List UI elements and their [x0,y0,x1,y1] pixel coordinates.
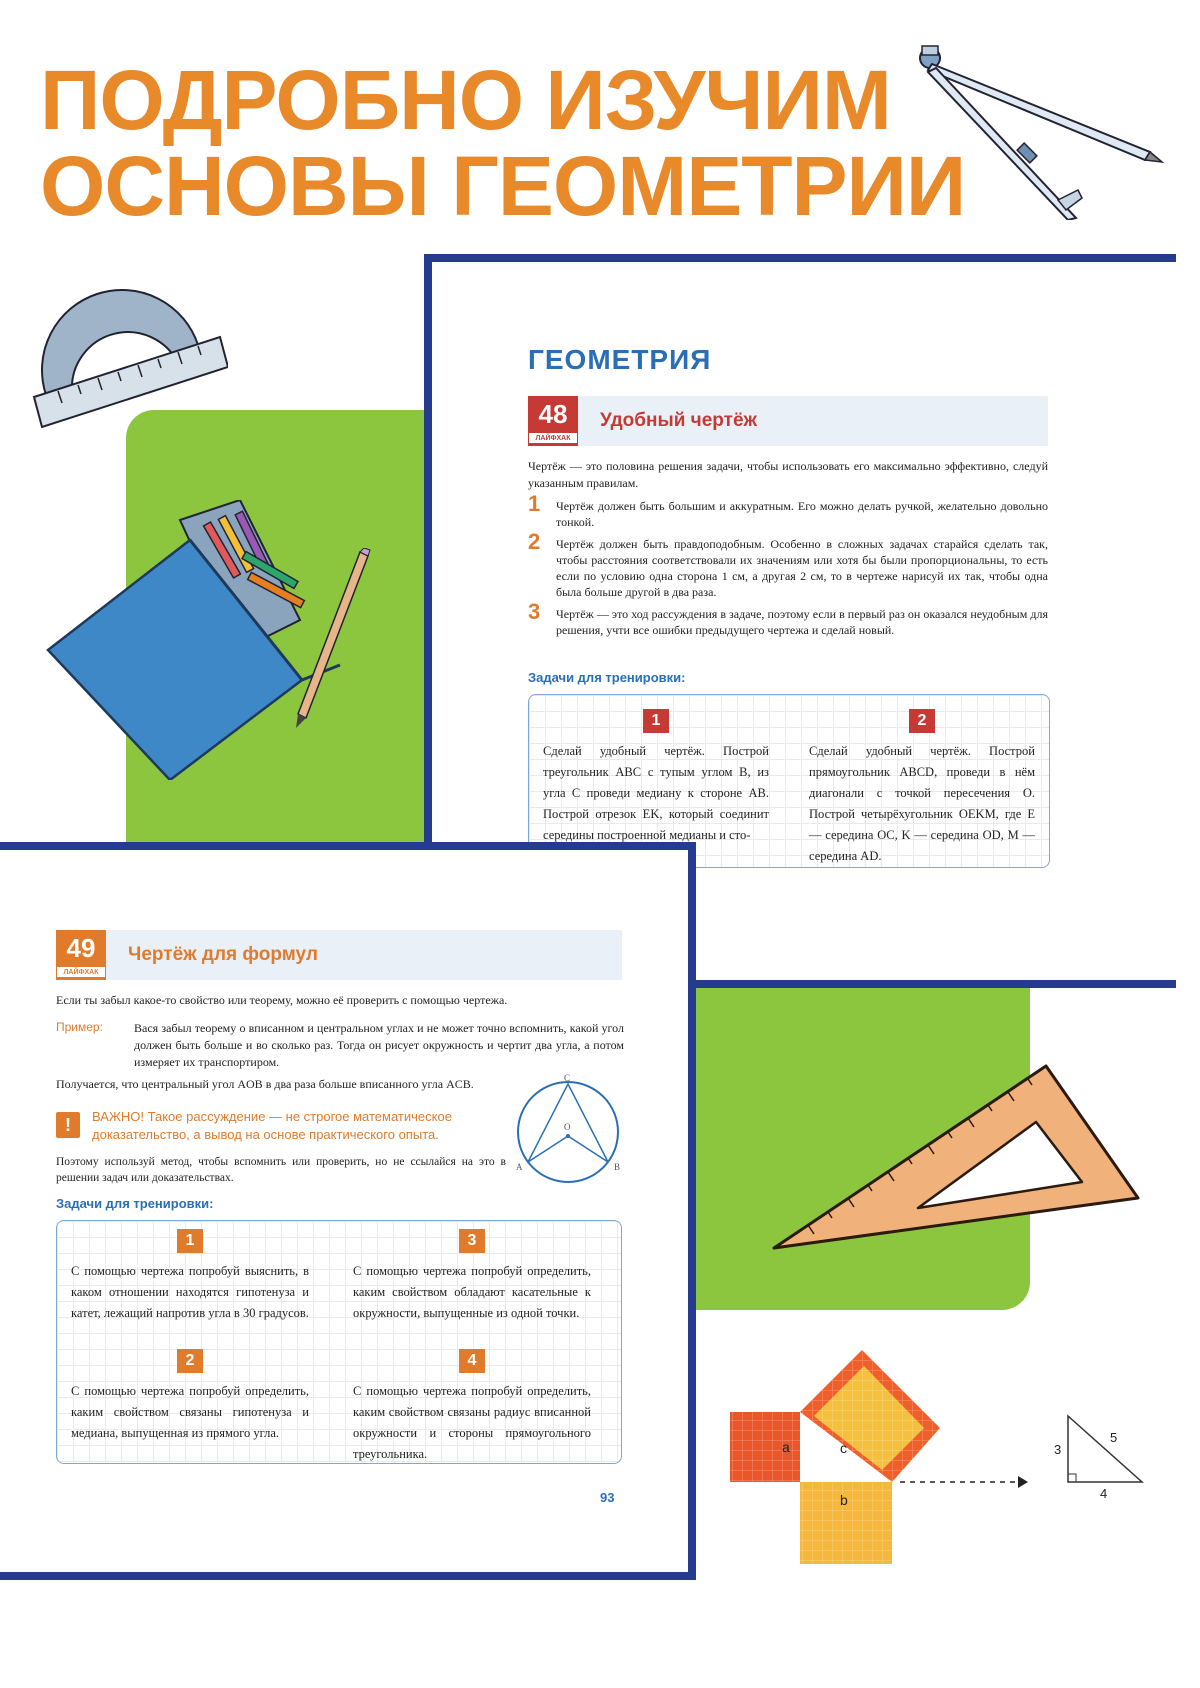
circle-label-b: B [614,1162,621,1172]
pythagoras-diagram [722,1330,1032,1570]
rule-number: 1 [528,491,541,516]
triangle-side-5: 5 [1110,1430,1118,1445]
set-square-icon [768,1058,1148,1258]
task-number: 4 [459,1349,485,1373]
lifehack-badge-49 [56,930,106,980]
rule-3 [528,599,1048,638]
task-2 [809,709,1035,867]
headline-line-1: ПОДРОБНО ИЗУЧИМ [40,53,891,147]
rule-2 [528,529,1048,600]
warning-icon: ! [56,1112,80,1138]
compass-icon [900,40,1170,220]
warning-text: ВАЖНО! Такое рассуждение — не строгое математическое доказательство, а вывод на основе практического опыта. [92,1109,452,1142]
tasks-heading: Задачи для тренировки: [528,670,686,685]
task-text: С помощью чертежа попробуй определить, каким свойством связаны гипотенуза и медиана, выпущенная из прямого угла. [71,1384,309,1440]
rule-number: 2 [528,529,541,554]
rule-1 [528,491,1048,530]
task-1 [71,1229,309,1324]
circle-angles-diagram [512,1072,628,1192]
task-number: 1 [643,709,669,733]
triangle-side-4: 4 [1100,1486,1108,1500]
task-text: С помощью чертежа попробуй выяснить, в каком отношении находятся гипотенуза и катет, лежащий напротив угла в 30 градусов. [71,1264,309,1320]
example-text: Вася забыл теорему о вписанном и центральном углах и не может точно вспомнить, какой угол должен быть больше и во сколько раз. Тогда он рисует окружность и чертит два угла, а потом измеряет их транспортиром. [134,1021,624,1069]
lifehack-tag: ЛАЙФХАК [528,432,578,444]
pythagoras-label-a: a [782,1439,790,1455]
book-page-formulas [0,842,696,1580]
intro-text: Чертёж — это половина решения задачи, чтобы использовать его максимально эффективно, следуй указанным правилам. [528,459,1048,490]
triangle-side-3: 3 [1054,1442,1062,1457]
tasks-heading: Задачи для тренировки: [56,1196,214,1211]
lifehack-title: Чертёж для формул [106,930,622,980]
rule-text: Чертёж — это ход рассуждения в задаче, поэтому если в первый раз он оказался неудобным для решения, учти все ошибки предыдущего чертежа и сделай новый. [556,607,1048,637]
lifehack-number: 48 [538,399,568,429]
lifehack-title: Удобный чертёж [578,396,1048,446]
task-number: 2 [177,1349,203,1373]
task-text: С помощью чертежа попробуй определить, каким свойством обладают касательные к окружности, выпущенные из одной точки. [353,1264,591,1320]
task-text: С помощью чертежа попробуй определить, каким свойством связаны радиус вписанной окружности и стороны прямоугольного треугольника. [353,1384,591,1461]
tasks-box [56,1220,622,1464]
task-number: 2 [909,709,935,733]
section-title: ГЕОМЕТРИЯ [528,344,712,375]
task-4 [353,1349,591,1464]
task-number: 1 [177,1229,203,1253]
task-number: 3 [459,1229,485,1253]
rule-text: Чертёж должен быть правдоподобным. Особенно в сложных задачах старайся сделать так, чтобы расстояния соответствовали их значениям или хотя бы были пропорциональны, то есть если по условию одна сторона 1 см, а другая 2 см, то в чертеже нарисуй их так, чтобы одна была больше другой в два раза. [556,537,1048,599]
example-label: Пример: [56,1020,103,1034]
protractor-icon [28,285,228,430]
lifehack-number: 49 [66,933,96,963]
conclusion-text: Получается, что центральный угол AOB в два раза больше вписанного угла ACB. [56,1077,474,1091]
rule-text: Чертёж должен быть большим и аккуратным. Его можно делать ручкой, желательно довольно тонкой. [556,499,1048,529]
circle-label-o: O [564,1122,571,1132]
pythagoras-label-c: c [840,1440,847,1456]
intro-text: Если ты забыл какое-то свойство или теорему, можно её проверить с помощью чертежа. [56,993,508,1007]
lifehack-badge-48 [528,396,578,446]
rule-number: 3 [528,599,541,624]
circle-label-a: A [516,1162,523,1172]
task-text: Сделай удобный чертёж. Построй треугольник ABC с тупым углом B, из угла C проведи медиану к стороне AB. Построй отрезок EK, который соединит середины построенной медианы и сто- [543,744,769,842]
pencil-icon [290,548,380,728]
task-3 [353,1229,591,1324]
task-text: Сделай удобный чертёж. Построй прямоугольник ABCD, проведи в нём диагонали с точкой пересечения O. Построй четырёхугольник OEKM, где E — середина OC, K — середина OD, M — середина AD. [809,744,1035,863]
triangle-345-diagram [1052,1410,1152,1500]
page-number: 93 [600,1490,615,1505]
task-1 [543,709,769,846]
circle-label-c: C [564,1073,571,1083]
headline [40,53,966,233]
note-text: Поэтому используй метод, чтобы вспомнить или проверить, но не ссылайся на это в решении задач или доказательствах. [56,1156,506,1184]
lifehack-tag: ЛАЙФХАК [56,966,106,978]
task-2 [71,1349,309,1444]
headline-line-2: ОСНОВЫ ГЕОМЕТРИИ [40,138,966,233]
pythagoras-label-b: b [840,1492,848,1508]
